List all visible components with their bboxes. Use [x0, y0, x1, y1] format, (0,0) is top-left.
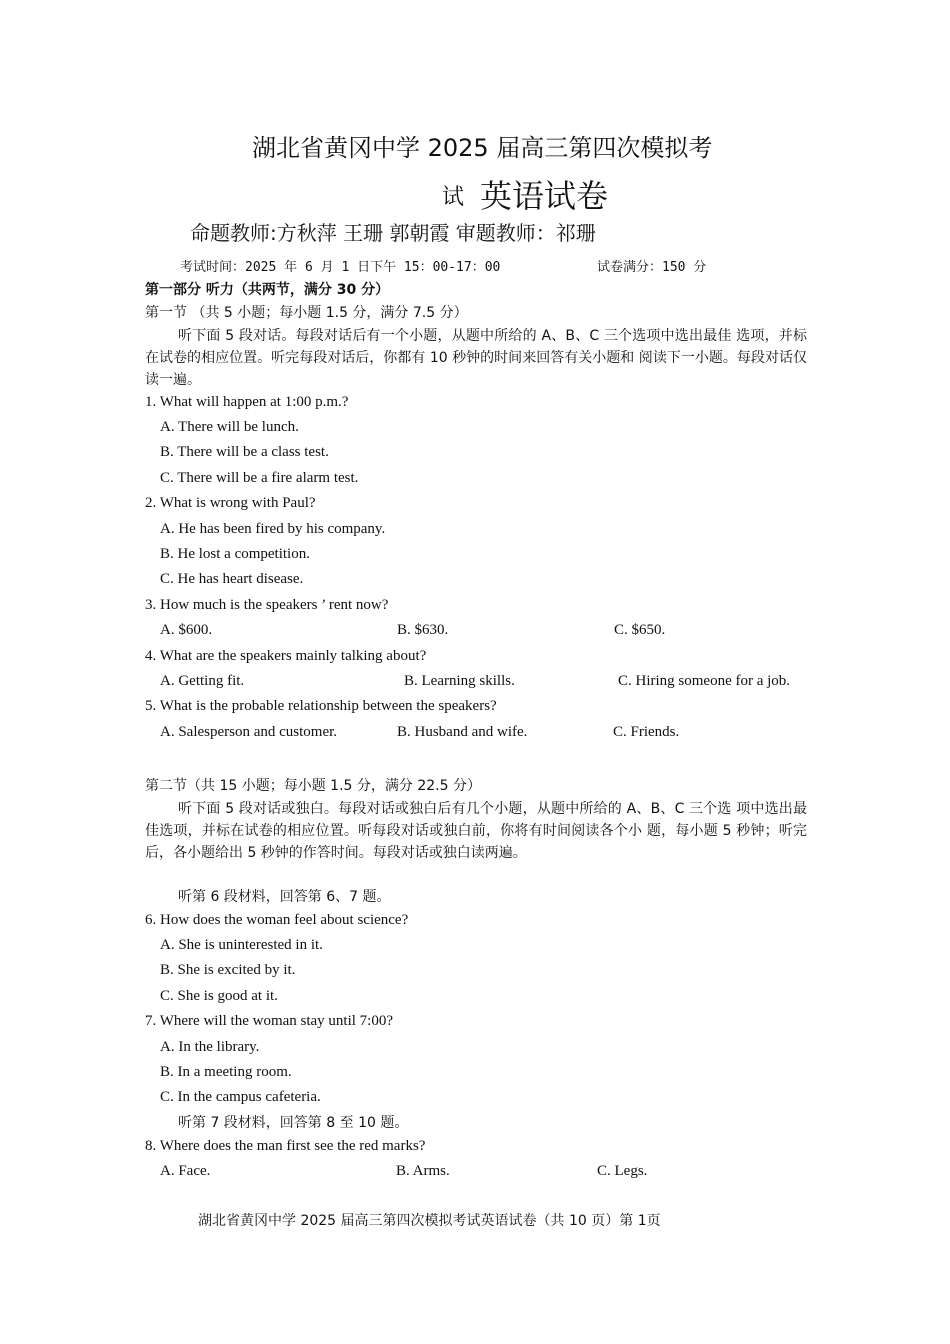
- exam-subject-title: 英语试卷: [480, 177, 609, 215]
- part1-heading: 第一部分 听力（共两节，满分 30 分）: [145, 282, 390, 298]
- question-3-option-c: C. $650.: [614, 622, 666, 638]
- question-3-option-a: A. $600.: [160, 622, 213, 638]
- question-6-stem: 6. How does the woman feel about science?: [145, 912, 409, 928]
- question-6-option-b: B. She is excited by it.: [160, 962, 296, 978]
- question-4-option-b: B. Learning skills.: [404, 673, 515, 689]
- question-1-option-c: C. There will be a fire alarm test.: [160, 470, 359, 486]
- question-6-option-a: A. She is uninterested in it.: [160, 937, 323, 953]
- question-4-option-c: C. Hiring someone for a job.: [618, 673, 791, 689]
- question-5-option-a: A. Salesperson and customer.: [160, 724, 338, 740]
- exam-title-line2-prefix: 试: [442, 185, 465, 210]
- question-8-stem: 8. Where does the man first see the red marks?: [145, 1138, 426, 1154]
- question-3-option-b: B. $630.: [397, 622, 449, 638]
- question-4-option-a: A. Getting fit.: [160, 673, 245, 689]
- question-5-stem: 5. What is the probable relationship between the speakers?: [145, 698, 497, 714]
- question-1-option-a: A. There will be lunch.: [160, 419, 299, 435]
- question-2-stem: 2. What is wrong with Paul?: [145, 495, 316, 511]
- page-footer: 湖北省黄冈中学 2025 届高三第四次模拟考试英语试卷（共 10 页）第 1页: [198, 1213, 661, 1229]
- question-3-stem: 3. How much is the speakers ’ rent now?: [145, 597, 389, 613]
- question-8-option-c: C. Legs.: [597, 1163, 648, 1179]
- section2-instructions: 听下面 5 段对话或独白。每段对话或独白后有几个小题，从题中所给的 A、B、C 三个选 项中选出最佳选项，并标在试卷的相应位置。听每段对话或独白前，你将有时间阅读各个小 题，每小题 5 秒钟；听完后，各小题给出 5 秒钟的作答时间。每段对话或独白读两遍。: [145, 801, 807, 861]
- section1-heading: 第一节 （共 5 小题；每小题 1.5 分，满分 7.5 分）: [145, 305, 468, 321]
- full-score: 试卷满分：150 分: [597, 260, 707, 275]
- exam-title-line1: 湖北省黄冈中学 2025 届高三第四次模拟考: [252, 134, 713, 162]
- question-2-option-b: B. He lost a competition.: [160, 546, 310, 562]
- material-7-note: 听第 7 段材料，回答第 8 至 10 题。: [178, 1115, 409, 1131]
- exam-time: 考试时间：2025 年 6 月 1 日下午 15：00-17：00: [180, 260, 501, 275]
- question-4-stem: 4. What are the speakers mainly talking about?: [145, 648, 427, 664]
- question-7-option-b: B. In a meeting room.: [160, 1064, 292, 1080]
- question-7-stem: 7. Where will the woman stay until 7:00?: [145, 1013, 394, 1029]
- question-2-option-a: A. He has been fired by his company.: [160, 521, 386, 537]
- section2-heading: 第二节（共 15 小题；每小题 1.5 分，满分 22.5 分）: [145, 778, 481, 794]
- material-6-note: 听第 6 段材料，回答第 6、7 题。: [178, 889, 391, 905]
- question-7-option-c: C. In the campus cafeteria.: [160, 1089, 321, 1105]
- teachers-info: 命题教师:方秋萍 王珊 郭朝霞 审题教师：祁珊: [190, 221, 596, 245]
- question-1-stem: 1. What will happen at 1:00 p.m.?: [145, 394, 349, 410]
- question-1-option-b: B. There will be a class test.: [160, 444, 329, 460]
- question-2-option-c: C. He has heart disease.: [160, 571, 304, 587]
- question-6-option-c: C. She is good at it.: [160, 988, 278, 1004]
- question-8-option-a: A. Face.: [160, 1163, 211, 1179]
- question-5-option-c: C. Friends.: [613, 724, 680, 740]
- question-8-option-b: B. Arms.: [396, 1163, 450, 1179]
- section1-instructions: 听下面 5 段对话。每段对话后有一个小题，从题中所给的 A、B、C 三个选项中选出最佳 选项，并标在试卷的相应位置。听完每段对话后，你都有 10 秒钟的时间来回答有关小题和 阅读下一小题。每段对话仅读一遍。: [145, 328, 807, 388]
- question-7-option-a: A. In the library.: [160, 1039, 260, 1055]
- question-5-option-b: B. Husband and wife.: [397, 724, 528, 740]
